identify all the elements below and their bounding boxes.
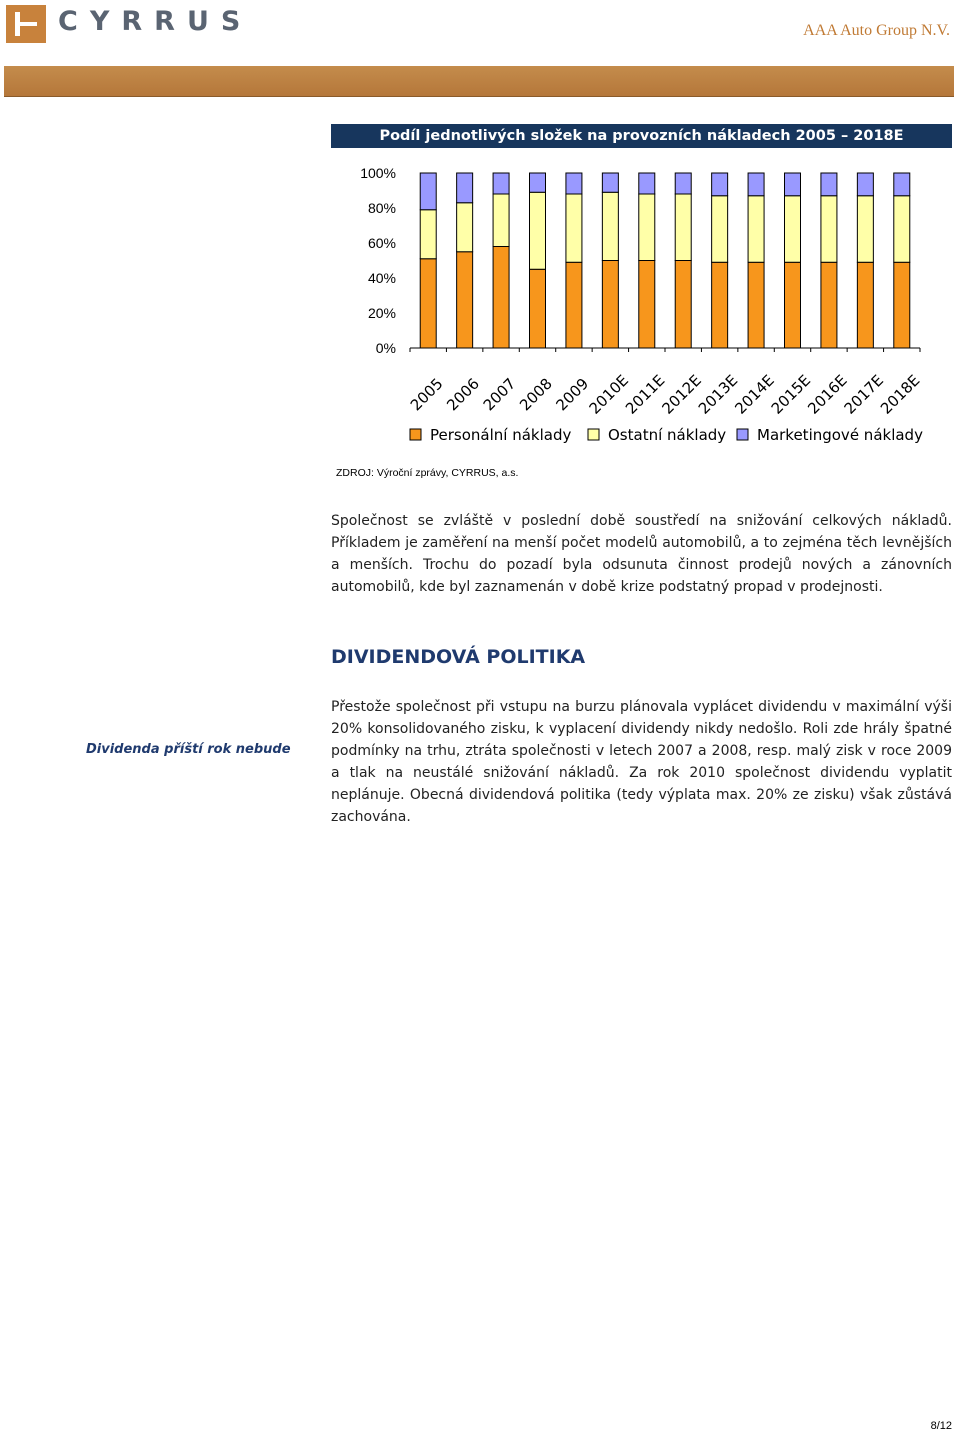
bar-segment — [566, 194, 582, 262]
bar-segment — [530, 173, 546, 192]
bar-segment — [493, 173, 509, 194]
bar-segment — [748, 262, 764, 348]
x-tick-label: 2012E — [658, 371, 705, 418]
legend-label: Ostatní náklady — [608, 426, 727, 444]
bar-segment — [712, 196, 728, 263]
bar-segment — [675, 194, 691, 261]
bar-segment — [457, 252, 473, 348]
x-tick-label: 2018E — [877, 371, 924, 418]
paragraph-dividend: Přestože společnost při vstupu na burzu plánovala vyplácet dividendu v maximální výši 20% konsolidovaného zisku, k vyplacení dividendy nikdy nedošlo. Roli zde hrály špatné podmínky na trhu, ztráta společnosti v letech 2007 a 2008, resp. malý zisk v roce 2009 a tlak na neustálé snižování nákladů. Za rok 2010 společnost dividendu vyplatit neplánuje. Obecná dividendová politika (tedy výplata max. 20% ze zisku) však zůstává zachována. — [331, 699, 952, 825]
bar-segment — [639, 261, 655, 349]
bar-segment — [748, 196, 764, 263]
bar-segment — [420, 210, 436, 259]
legend-swatch — [737, 429, 748, 440]
company-name: AAA Auto Group N.V. — [803, 22, 950, 39]
bar-segment — [602, 192, 618, 260]
x-tick-label: 2013E — [694, 371, 742, 418]
y-tick-label: 40% — [367, 270, 396, 286]
bar-segment — [712, 262, 728, 348]
legend-label: Marketingové náklady — [757, 426, 923, 444]
bar-segment — [821, 196, 837, 263]
bar-segment — [566, 262, 582, 348]
y-tick-label: 0% — [375, 340, 396, 356]
bar-segment — [420, 259, 436, 348]
bar-segment — [894, 196, 910, 263]
bar-segment — [894, 173, 910, 196]
bar-segment — [457, 173, 473, 203]
x-tick-label: 2009 — [552, 374, 593, 415]
legend-swatch — [588, 429, 599, 440]
bar-segment — [894, 262, 910, 348]
x-tick-label: 2017E — [840, 371, 888, 418]
bar-segment — [602, 261, 618, 349]
chart-source: ZDROJ: Výroční zprávy, CYRRUS, a.s. — [336, 467, 519, 479]
bar-segment — [530, 192, 546, 269]
legend-swatch — [410, 429, 421, 440]
chart-title: Podíl jednotlivých složek na provozních nákladech 2005 – 2018E — [331, 124, 952, 148]
x-tick-label: 2014E — [731, 371, 778, 418]
bar-segment — [420, 173, 436, 210]
bar-segment — [675, 173, 691, 194]
y-tick-label: 60% — [367, 235, 396, 251]
legend-label: Personální náklady — [430, 426, 572, 444]
x-tick-label: 2011E — [622, 371, 669, 418]
bar-segment — [785, 196, 801, 263]
y-tick-label: 20% — [367, 305, 396, 321]
bar-segment — [566, 173, 582, 194]
bar-segment — [602, 173, 618, 192]
y-tick-label: 100% — [360, 165, 396, 181]
bar-segment — [785, 262, 801, 348]
side-note: Dividenda příští rok nebude — [86, 742, 291, 757]
header-bar — [4, 66, 954, 97]
bar-segment — [639, 194, 655, 261]
bar-segment — [530, 269, 546, 348]
x-tick-label: 2007 — [479, 374, 520, 415]
bar-segment — [785, 173, 801, 196]
x-tick-label: 2005 — [406, 374, 447, 415]
bar-segment — [457, 203, 473, 252]
bar-segment — [493, 194, 509, 247]
page-number: 8/12 — [930, 1420, 952, 1432]
bar-segment — [821, 262, 837, 348]
brand-name: CYRRUS — [58, 6, 253, 37]
bar-segment — [857, 173, 873, 196]
y-tick-label: 80% — [367, 200, 396, 216]
x-tick-label: 2016E — [804, 371, 851, 418]
bar-segment — [712, 173, 728, 196]
cyrrus-logo-icon — [6, 5, 46, 43]
x-tick-label: 2008 — [516, 374, 556, 415]
bar-segment — [821, 173, 837, 196]
x-tick-label: 2010E — [585, 371, 633, 418]
section-heading: DIVIDENDOVÁ POLITIKA — [331, 646, 586, 668]
x-tick-label: 2006 — [443, 374, 483, 415]
x-tick-label: 2015E — [767, 371, 815, 418]
bar-segment — [493, 247, 509, 349]
bar-segment — [748, 173, 764, 196]
bar-segment — [639, 173, 655, 194]
stacked-bar-chart — [330, 150, 952, 460]
bar-segment — [857, 196, 873, 263]
bar-segment — [675, 261, 691, 349]
paragraph-costs: Společnost se zvláště v poslední době soustředí na snižování celkových nákladů. Příkladem je zaměření na menší počet modelů automobilů, a to zejména těch levnějších a menších. Trochu do pozadí byla odsunuta činnost prodejů nových a zánovních automobilů, kde byl zaznamenán v době krize podstatný propad v prodejnosti. — [331, 513, 952, 595]
bar-segment — [857, 262, 873, 348]
